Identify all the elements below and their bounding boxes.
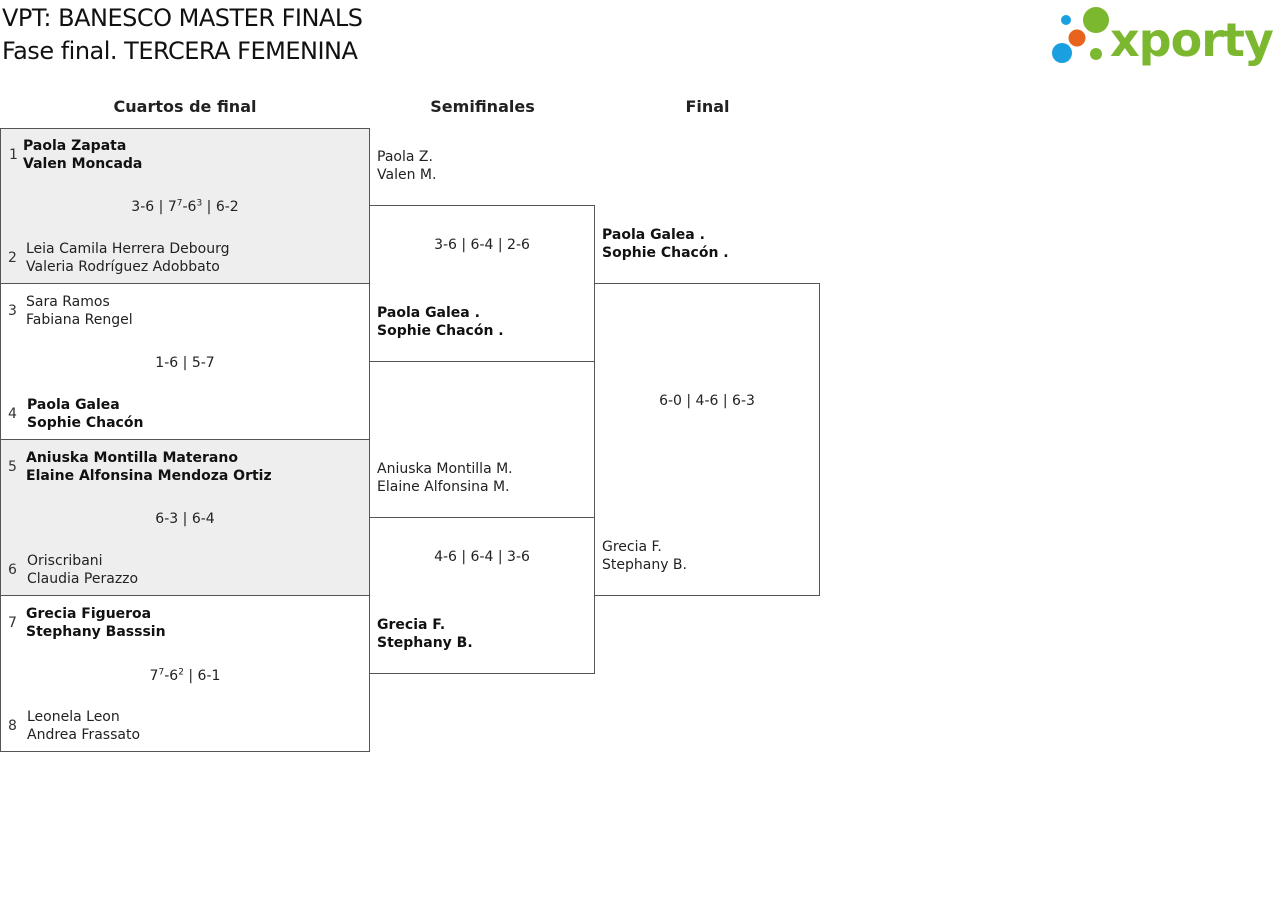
player-name: Grecia F. — [377, 617, 446, 633]
player-name: Oriscribani — [27, 553, 103, 569]
round-header-final: Final — [685, 97, 730, 116]
player-name: Aniuska Montilla M. — [377, 461, 513, 477]
seed-number: 1 — [9, 147, 18, 163]
player-name: Grecia F. — [602, 539, 662, 555]
match-score: 3-6 | 6-4 | 2-6 — [434, 237, 530, 253]
round-header-quarters: Cuartos de final — [113, 97, 257, 116]
seed-number: 8 — [8, 718, 17, 734]
player-name: Stephany B. — [602, 557, 687, 573]
semifinal-match-2 — [369, 517, 595, 674]
match-score: 1-6 | 5-7 — [155, 355, 215, 371]
team-2 — [26, 240, 230, 276]
seed-number: 7 — [8, 615, 17, 631]
seed-number: 5 — [8, 459, 17, 475]
seed-number: 6 — [8, 562, 17, 578]
player-name: Sophie Chacón — [27, 415, 144, 431]
xporty-logo — [1050, 4, 1274, 68]
player-name: Sara Ramos — [26, 294, 110, 310]
player-name: Elaine Alfonsina Mendoza Ortiz — [26, 468, 272, 484]
team-1 — [26, 449, 272, 485]
player-name: Stephany B. — [377, 635, 473, 651]
semifinal-2-team-1 — [377, 460, 513, 496]
final-team-1 — [602, 226, 729, 262]
round-header-semis: Semifinales — [430, 97, 535, 116]
player-name: Valen Moncada — [23, 156, 143, 172]
quarterfinal-match-1 — [0, 128, 370, 284]
player-name: Leonela Leon — [27, 709, 120, 725]
player-name: Paola Galea — [27, 397, 120, 413]
page-title: VPT: BANESCO MASTER FINALS — [2, 4, 363, 32]
seed-number: 2 — [8, 250, 17, 266]
player-name: Grecia Figueroa — [26, 606, 152, 622]
player-name: Leia Camila Herrera Debourg — [26, 241, 230, 257]
player-name: Valen M. — [377, 167, 437, 183]
semifinal-1-team-2 — [377, 304, 504, 340]
player-name: Valeria Rodríguez Adobbato — [26, 259, 220, 275]
match-score: 6-0 | 4-6 | 6-3 — [659, 393, 755, 409]
player-name: Sophie Chacón . — [377, 323, 504, 339]
semifinal-match-1 — [369, 205, 595, 362]
quarterfinal-match-4 — [0, 595, 370, 752]
final-match — [594, 283, 820, 596]
match-score: 4-6 | 6-4 | 3-6 — [434, 549, 530, 565]
player-name: Fabiana Rengel — [26, 312, 133, 328]
player-name: Elaine Alfonsina M. — [377, 479, 510, 495]
player-name: Andrea Frassato — [27, 727, 141, 743]
team-1 — [26, 293, 133, 329]
player-name: Paola Galea . — [377, 305, 480, 321]
team-2 — [27, 396, 143, 432]
team-1 — [23, 137, 142, 173]
seed-number: 3 — [8, 303, 17, 319]
player-name: Paola Zapata — [23, 138, 127, 154]
match-score: 3-6 | $7^7-6^3$ | 6-2 — [131, 198, 239, 215]
semifinal-2-team-2 — [377, 616, 473, 652]
match-score: $7^7-6^2$ | 6-1 — [149, 667, 221, 684]
team-2 — [27, 552, 138, 588]
player-name: Paola Galea . — [602, 227, 705, 243]
team-2 — [27, 708, 140, 744]
quarterfinal-match-2 — [0, 283, 370, 440]
quarterfinal-match-3 — [0, 439, 370, 596]
player-name: Aniuska Montilla Materano — [26, 450, 238, 466]
match-score: 6-3 | 6-4 — [155, 511, 215, 527]
player-name: Stephany Basssin — [26, 624, 166, 640]
player-name: Claudia Perazzo — [27, 571, 139, 587]
team-1 — [26, 605, 166, 641]
player-name: Sophie Chacón . — [602, 245, 729, 261]
final-team-2 — [602, 538, 687, 574]
logo-wordmark: xporty — [1110, 13, 1273, 67]
semifinal-1-team-1 — [377, 148, 436, 184]
player-name: Paola Z. — [377, 149, 433, 165]
seed-number: 4 — [8, 406, 17, 422]
page-subtitle: Fase final. TERCERA FEMENINA — [2, 37, 358, 65]
